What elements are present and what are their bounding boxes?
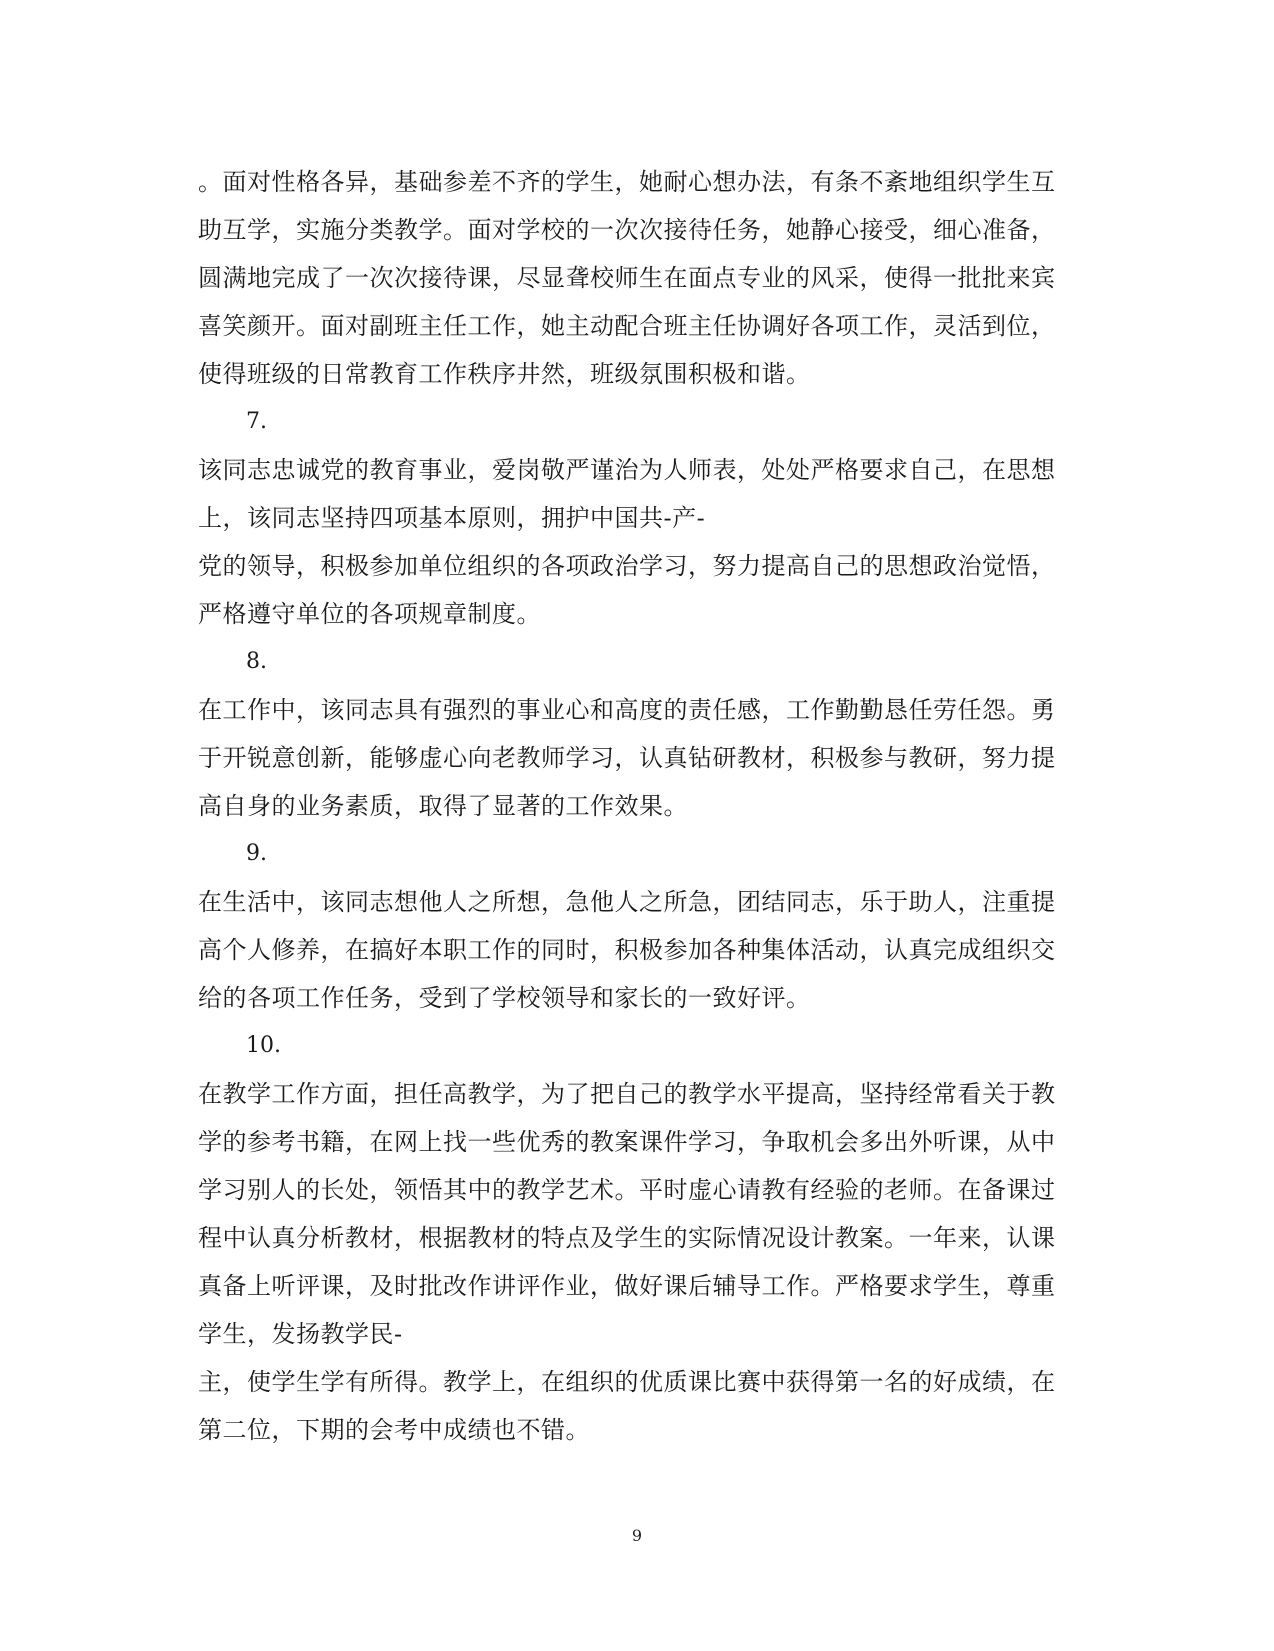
- text-line: 程中认真分析教材，根据教材的特点及学生的实际情况设计教案。一年来，认课: [198, 1224, 1056, 1252]
- text-line: 在工作中，该同志具有强烈的事业心和高度的责任感，工作勤勤恳任劳任怨。勇: [198, 696, 1056, 724]
- item-9: [198, 830, 1098, 1022]
- item-number: 8.: [246, 649, 267, 674]
- item-number: 10.: [246, 1033, 281, 1058]
- text-line: 于开锐意创新，能够虚心向老教师学习，认真钻研教材，积极参与教研，努力提: [198, 744, 1056, 772]
- text-line: 喜笑颜开。面对副班主任工作，她主动配合班主任协调好各项工作，灵活到位，: [198, 312, 1056, 340]
- text-line: 党的领导，积极参加单位组织的各项政治学习，努力提高自己的思想政治觉悟，: [198, 552, 1056, 580]
- item-number: 7.: [246, 409, 267, 434]
- text-line: 使得班级的日常教育工作秩序井然，班级氛围积极和谐。: [198, 360, 811, 388]
- text-line: 高个人修养，在搞好本职工作的同时，积极参加各种集体活动，认真完成组织交: [198, 936, 1056, 964]
- text-line: 助互学，实施分类教学。面对学校的一次次接待任务，她静心接受，细心准备，: [198, 216, 1056, 244]
- item-10: [198, 1022, 1098, 1454]
- text-line: 高自身的业务素质，取得了显著的工作效果。: [198, 792, 688, 820]
- item-7: [198, 398, 1098, 638]
- text-line: 给的各项工作任务，受到了学校领导和家长的一致好评。: [198, 984, 811, 1012]
- item-8: [198, 638, 1098, 830]
- paragraph-6-tail: [198, 158, 1098, 398]
- text-line: 。面对性格各异，基础参差不齐的学生，她耐心想办法，有条不紊地组织学生互: [198, 168, 1056, 196]
- item-number: 9.: [246, 841, 267, 866]
- text-line: 严格遵守单位的各项规章制度。: [198, 600, 541, 628]
- text-line: 学习别人的长处，领悟其中的教学艺术。平时虚心请教有经验的老师。在备课过: [198, 1176, 1056, 1204]
- body-text: [198, 158, 1098, 1454]
- text-line: 第二位，下期的会考中成绩也不错。: [198, 1416, 590, 1444]
- text-line: 在生活中，该同志想他人之所想，急他人之所急，团结同志，乐于助人，注重提: [198, 888, 1056, 916]
- text-line: 学生，发扬教学民-: [198, 1320, 403, 1348]
- text-line: 该同志忠诚党的教育事业，爱岗敬严谨治为人师表，处处严格要求自己，在思想: [198, 456, 1056, 484]
- text-line: 在教学工作方面，担任高教学，为了把自己的教学水平提高，坚持经常看关于教: [198, 1080, 1056, 1108]
- text-line: 学的参考书籍，在网上找一些优秀的教案课件学习，争取机会多出外听课，从中: [198, 1128, 1056, 1156]
- text-line: 主，使学生学有所得。教学上，在组织的优质课比赛中获得第一名的好成绩，在: [198, 1368, 1056, 1396]
- text-line: 上，该同志坚持四项基本原则，拥护中国共-产-: [198, 504, 706, 532]
- page-number: 9: [631, 1526, 643, 1545]
- text-line: 真备上听评课，及时批改作讲评作业，做好课后辅导工作。严格要求学生，尊重: [198, 1272, 1056, 1300]
- text-line: 圆满地完成了一次次接待课，尽显聋校师生在面点专业的风采，使得一批批来宾: [198, 264, 1056, 292]
